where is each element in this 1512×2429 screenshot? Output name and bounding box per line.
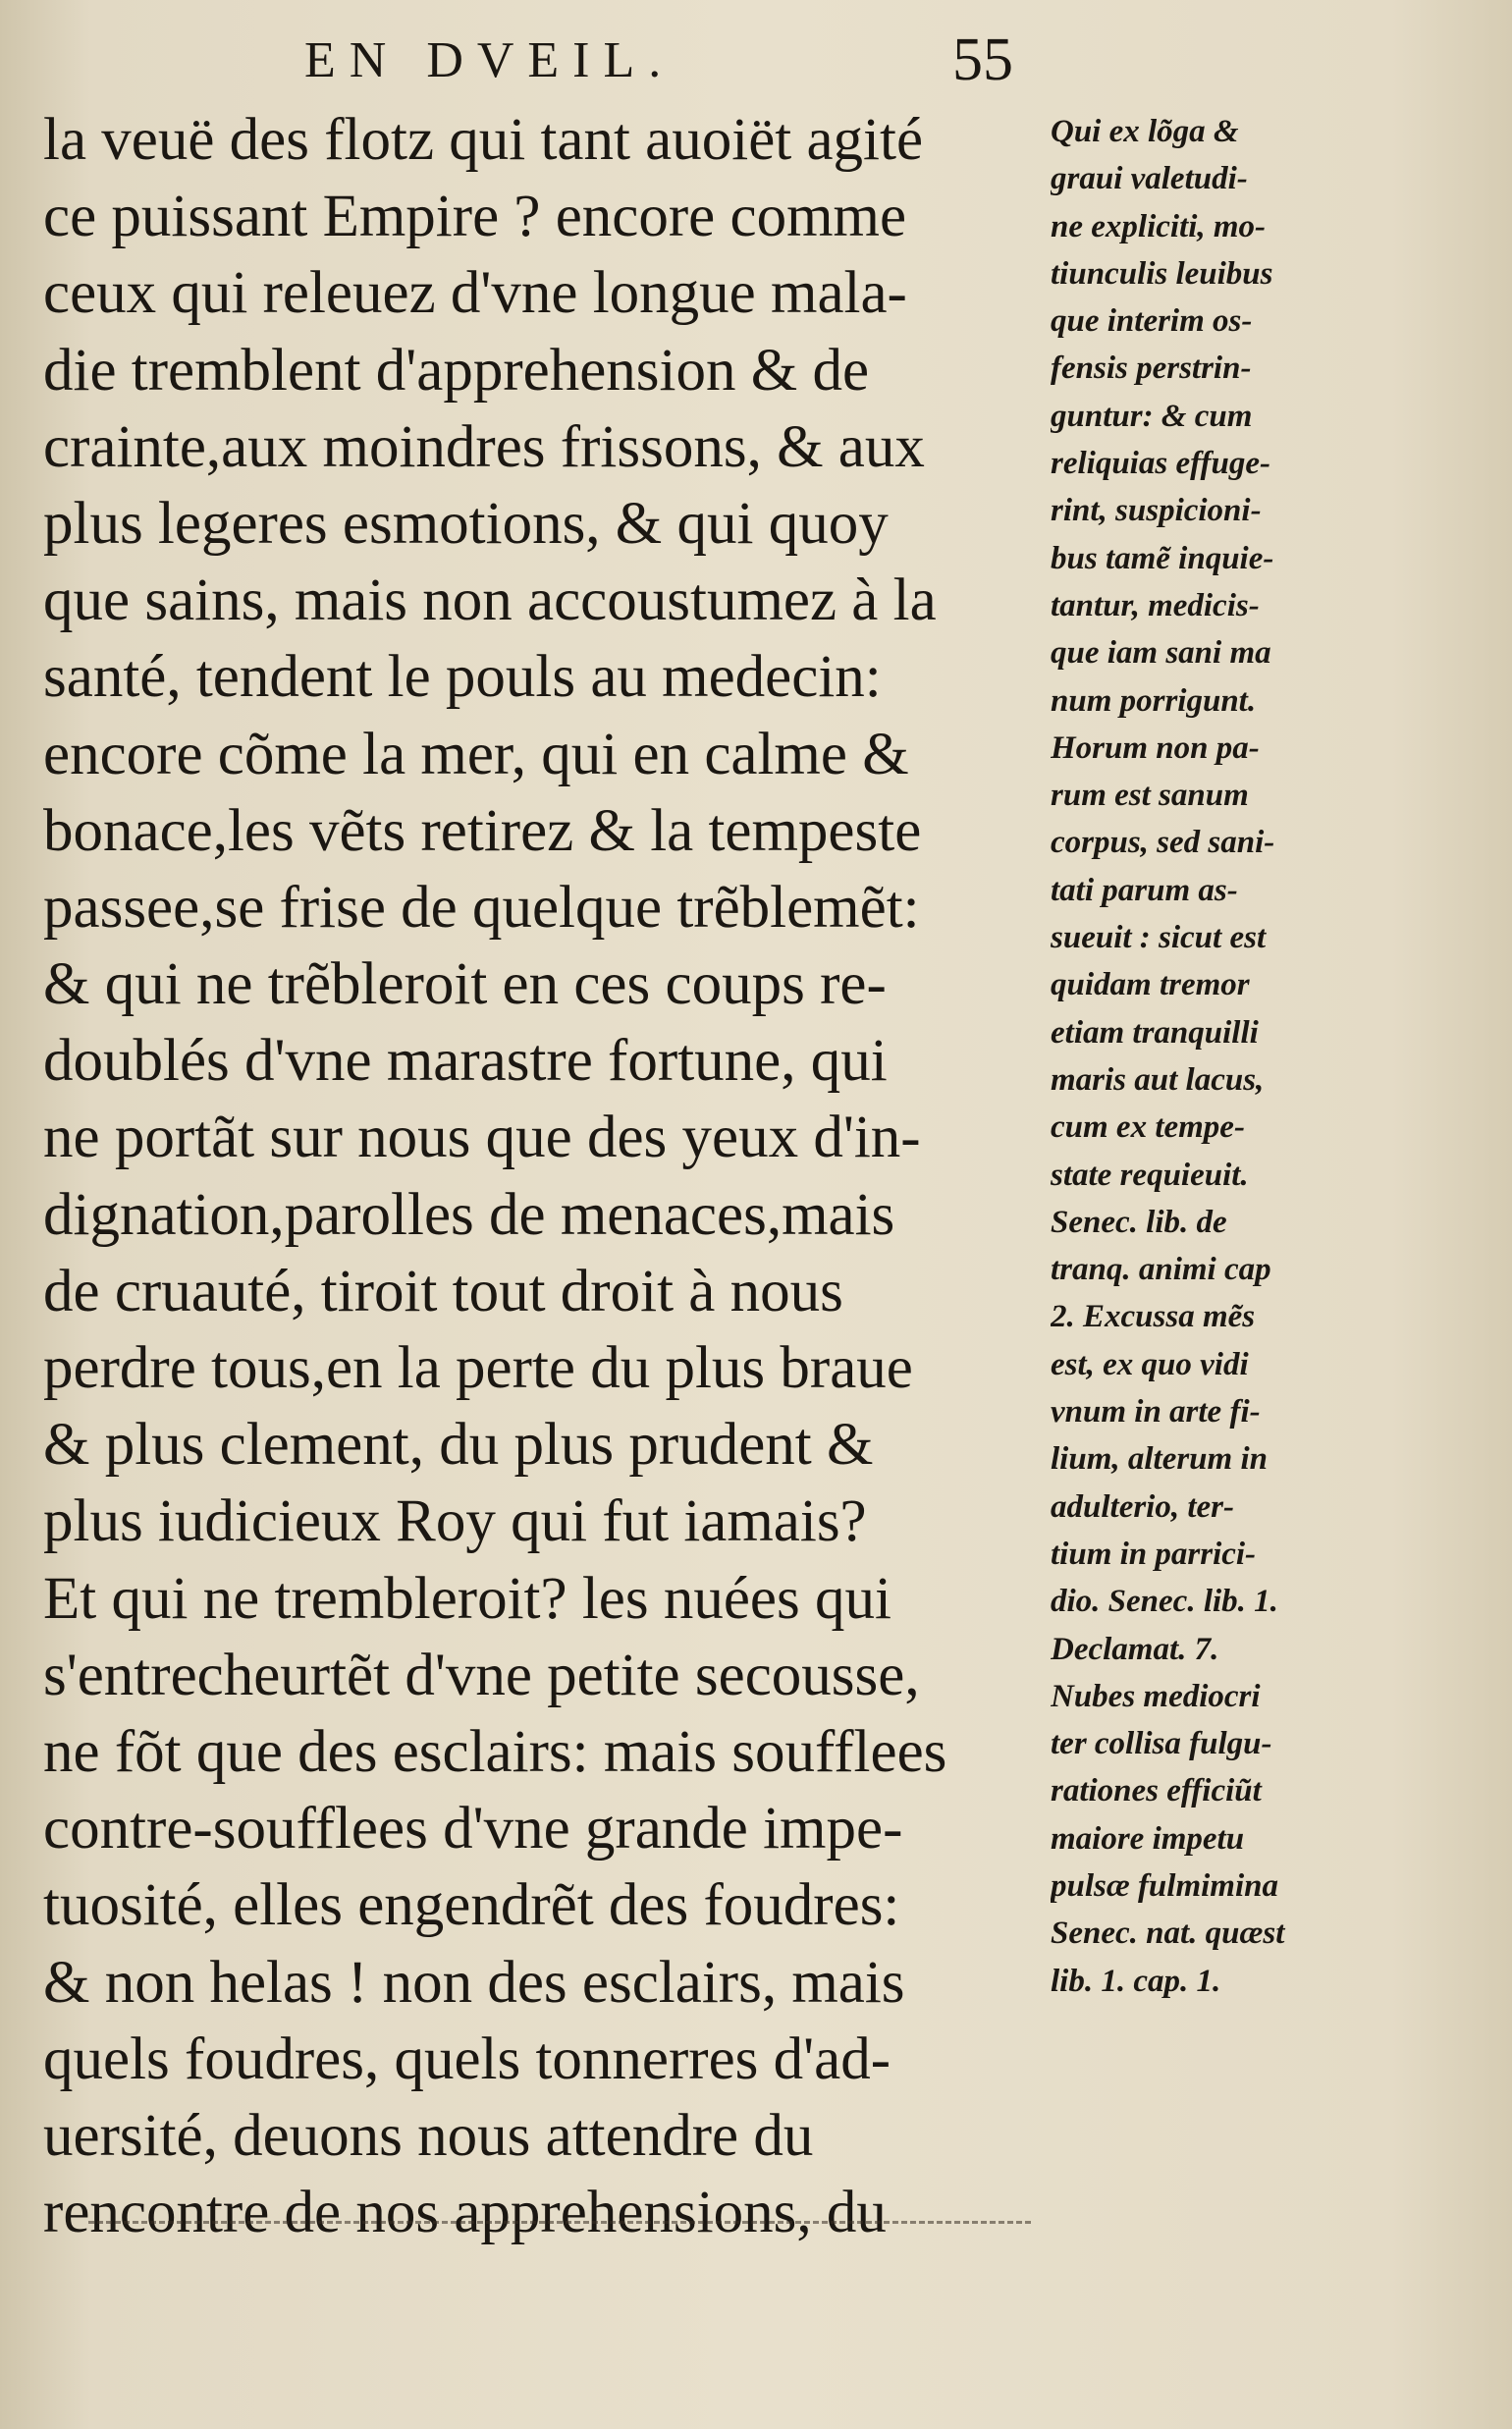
text-line: santé, tendent le pouls au medecin: [43,644,882,711]
margin-note-line: tium in parrici- [1051,1536,1257,1572]
margin-note-line: num porrigunt. [1051,682,1257,719]
margin-note-line: Horum non pa- [1051,729,1260,766]
text-line: die tremblent d'apprehension & de [43,337,870,404]
text-line: passee,se frise de quelque trẽblemẽt: [43,874,920,941]
margin-note-line: lib. 1. cap. 1. [1051,1963,1221,1999]
text-line: la veuë des flotz qui tant auoiët agité [43,107,924,173]
text-line: encore cõme la mer, qui en calme & [43,721,909,787]
margin-note-line: tranq. animi cap [1051,1252,1271,1288]
margin-note-line: dio. Senec. lib. 1. [1051,1584,1278,1620]
text-line: perdre tous,en la perte du plus braue [43,1335,913,1401]
margin-note-line: Qui ex lõga & [1051,114,1239,149]
text-line: & qui ne trẽbleroit en ces coups re- [43,951,887,1018]
page-header [304,22,1011,100]
margin-note-line: corpus, sed sani- [1051,825,1275,861]
margin-note-line: Senec. lib. de [1051,1204,1227,1240]
margin-note-line: tati parum as- [1051,872,1238,908]
text-line: quels foudres, quels tonnerres d'ad- [43,2025,891,2092]
margin-note-line: cum ex tempe- [1051,1109,1245,1146]
margin-note-line: 2. Excussa mẽs [1051,1299,1256,1335]
text-line: dignation,parolles de menaces,mais [43,1181,895,1248]
text-line: tuosité, elles engendrẽt des foudres: [43,1872,900,1939]
margin-note-line: rum est sanum [1051,778,1249,814]
margin-note-line: state requieuit. [1051,1157,1249,1193]
margin-note-line: lium, alterum in [1051,1441,1268,1478]
margin-note-line: maris aut lacus, [1051,1061,1265,1098]
margin-note-line: bus tamẽ inquie- [1051,540,1274,576]
text-line: ceux qui releuez d'vne longue mala- [43,260,907,327]
margin-note-line: maiore impetu [1051,1820,1245,1857]
margin-note [1051,108,1375,2005]
text-line: que sains, mais non accoustumez à la [43,567,937,634]
margin-note-line: que interim os- [1051,303,1253,340]
margin-note-line: est, ex quo vidi [1051,1346,1249,1382]
margin-note-line: quidam tremor [1051,967,1250,1003]
margin-note-line: fensis perstrin- [1051,351,1252,387]
text-line: ne fõt que des esclairs: mais soufflees [43,1718,947,1785]
text-line: rencontre de nos apprehensions, du [43,2180,887,2246]
margin-note-line: etiam tranquilli [1051,1014,1259,1051]
margin-note-line: tiunculis leuibus [1051,255,1273,292]
text-line: ne portãt sur nous que des yeux d'in- [43,1105,921,1171]
main-text-block [43,102,1025,2251]
bottom-rule [88,2221,1031,2224]
margin-note-line: pulsæ fulmimina [1051,1867,1278,1904]
margin-note-line: que iam sani ma [1051,635,1271,672]
text-line: contre-soufflees d'vne grande impe- [43,1796,903,1862]
text-line: bonace,les vẽts retirez & la tempeste [43,797,922,864]
margin-note-line: reliquias effuge- [1051,446,1270,482]
text-line: crainte,aux moindres frissons, & aux [43,413,925,480]
text-line: plus legeres esmotions, & qui quoy [43,490,889,557]
text-line: ce puissant Empire ? encore comme [43,184,907,250]
text-line: plus iudicieux Roy qui fut iamais? [43,1488,867,1555]
margin-note-line: tantur, medicis- [1051,587,1260,623]
margin-note-line: ne expliciti, mo- [1051,208,1267,244]
margin-note-line: adulterio, ter- [1051,1488,1234,1525]
text-line: Et qui ne trembleroit? les nuées qui [43,1565,891,1632]
page-number: 55 [952,27,1013,93]
text-line: doublés d'vne marastre fortune, qui [43,1028,888,1095]
text-line: uersité, deuons nous attendre du [43,2102,814,2169]
margin-note-line: ter collisa fulgu- [1051,1726,1272,1762]
margin-note-line: Declamat. 7. [1051,1631,1219,1667]
text-line: de cruauté, tiroit tout droit à nous [43,1258,843,1324]
margin-note-line: rint, suspicioni- [1051,493,1262,529]
text-line: s'entrecheurtẽt d'vne petite secousse, [43,1642,920,1708]
margin-note-line: vnum in arte fi- [1051,1394,1261,1430]
margin-note-line: graui valetudi- [1051,161,1248,197]
margin-note-line: sueuit : sicut est [1051,920,1267,956]
margin-note-line: Senec. nat. quæst [1051,1916,1285,1952]
margin-note-line: Nubes mediocri [1051,1678,1261,1714]
text-line: & plus clement, du plus prudent & [43,1412,874,1479]
margin-note-line: rationes efficiũt [1051,1773,1262,1809]
running-head: EN DVEIL. [304,32,675,88]
margin-note-line: guntur: & cum [1051,398,1253,434]
text-line: & non helas ! non des esclairs, mais [43,1949,905,2016]
